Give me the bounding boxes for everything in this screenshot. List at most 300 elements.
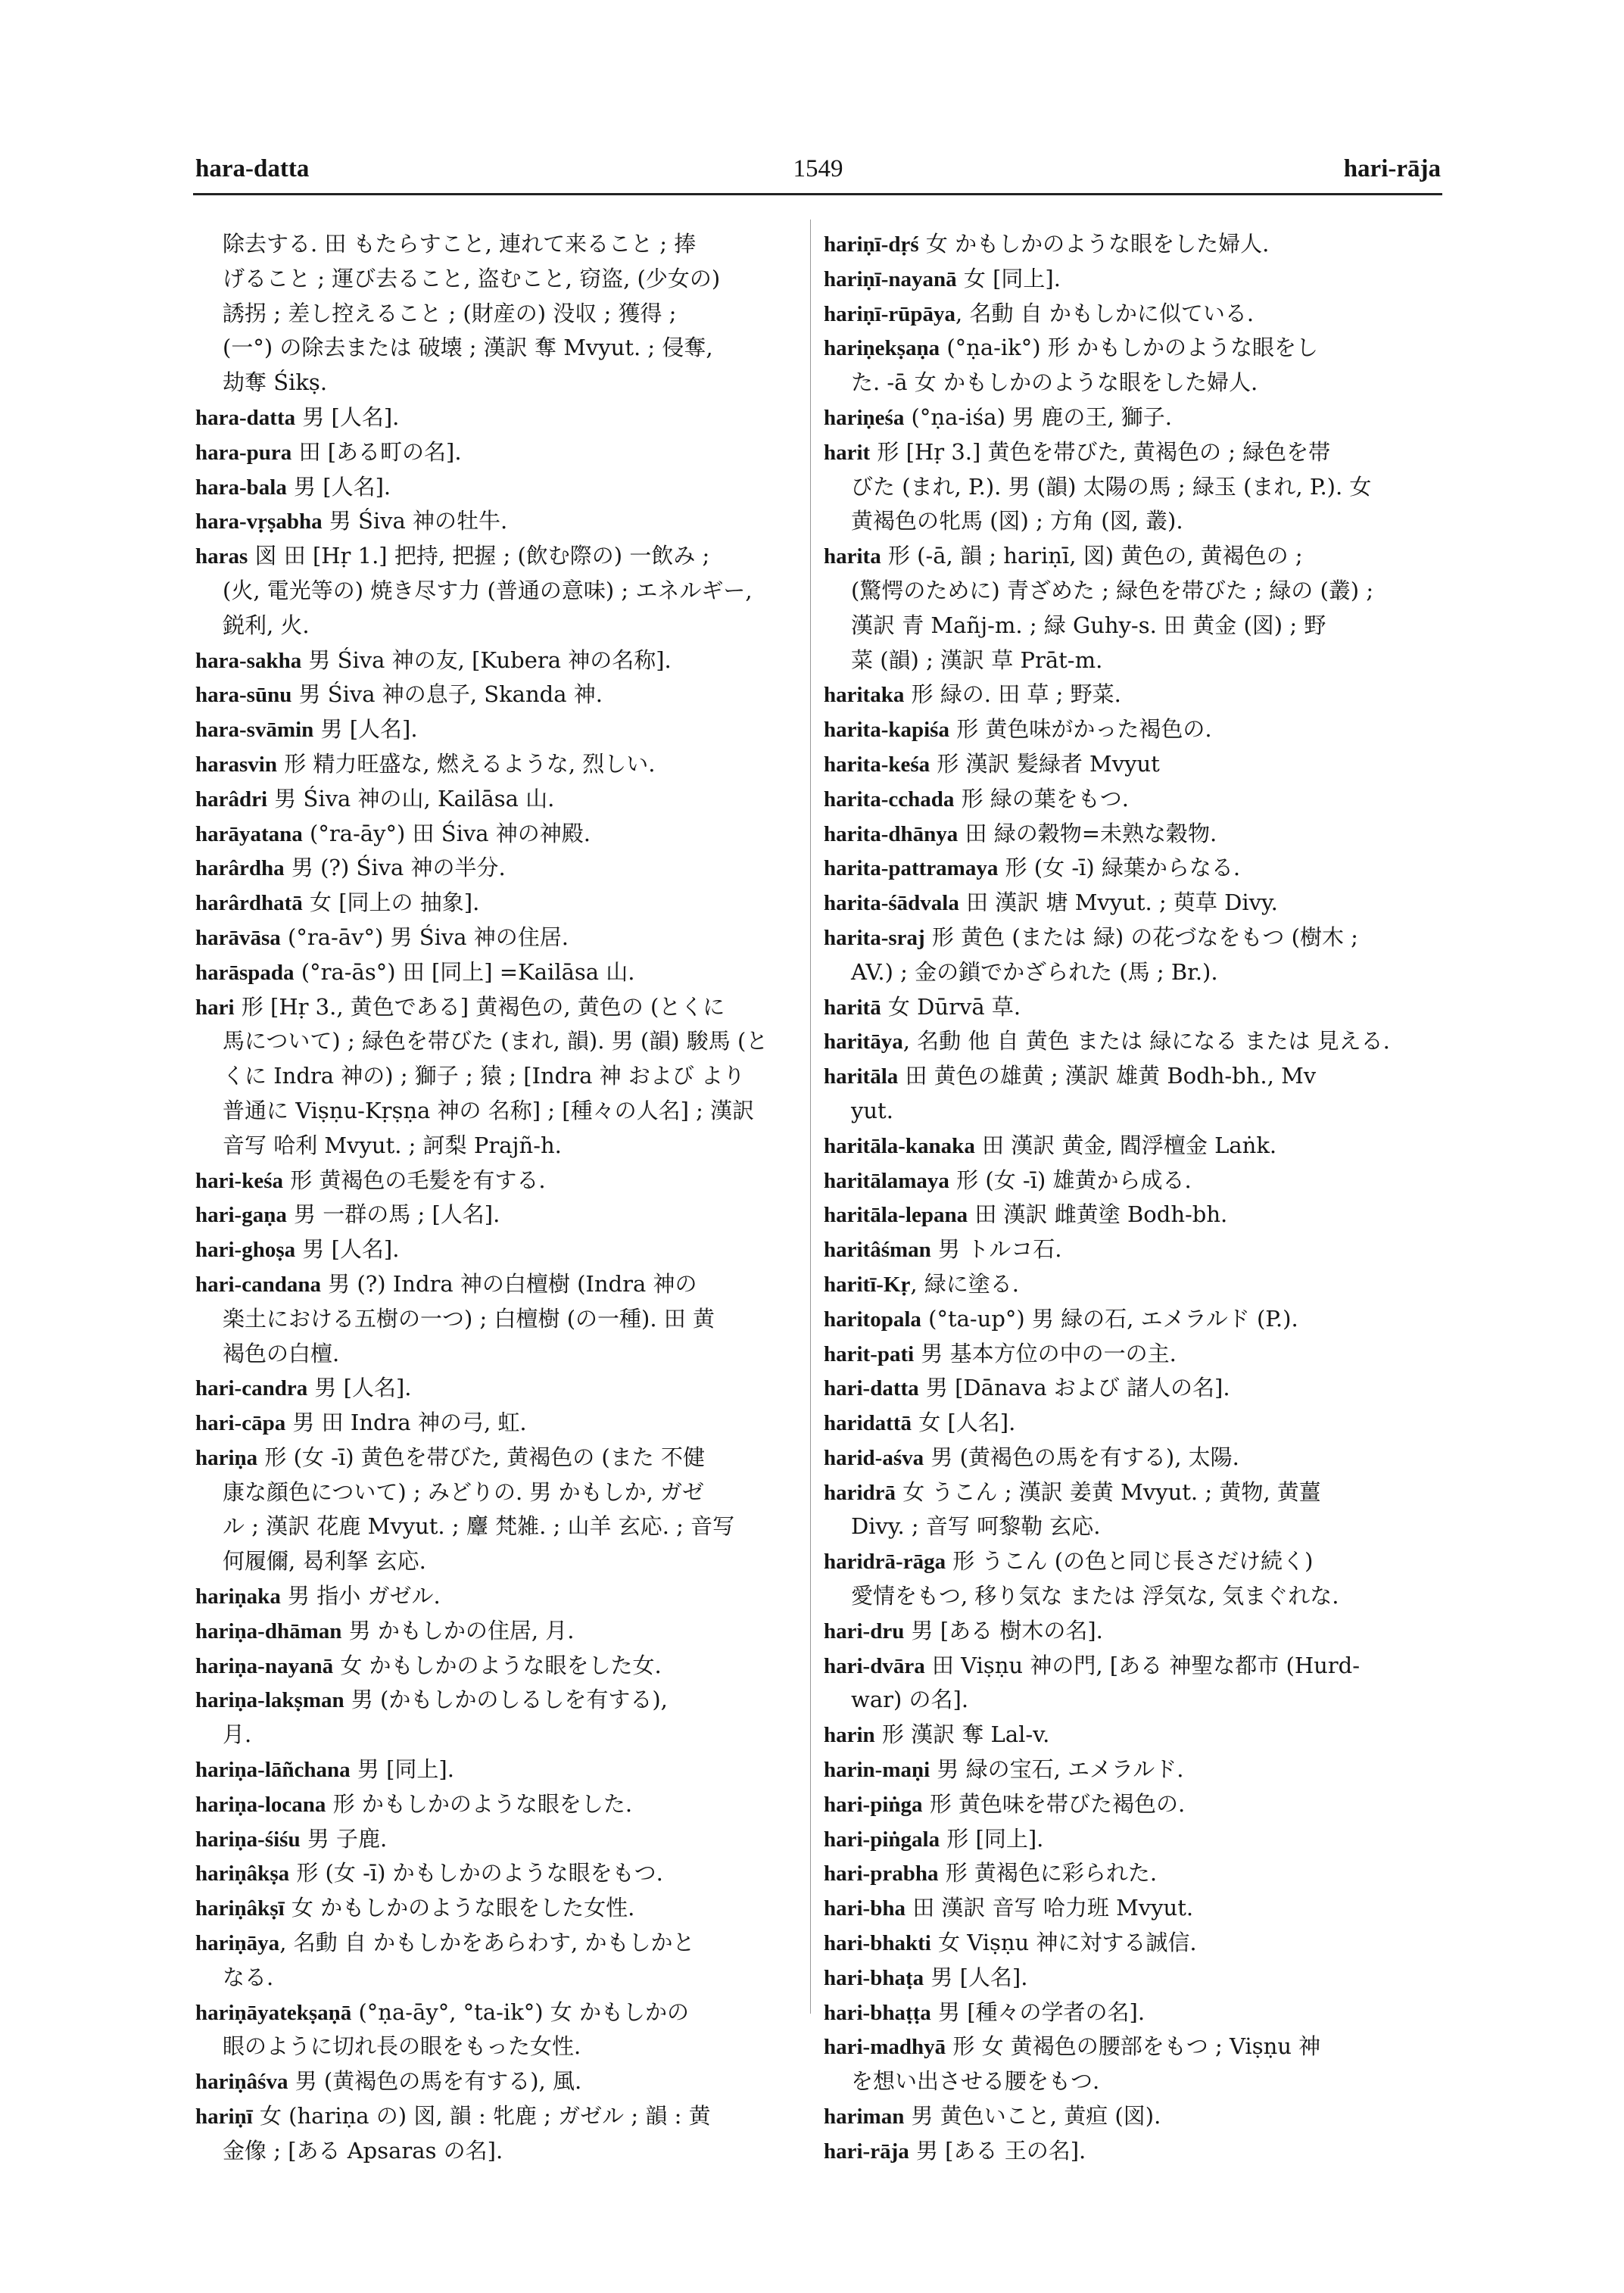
entry-continuation xyxy=(824,1094,1441,1129)
definition-text: 除去する. 田 もたらすこと, 連れて来ること ; 捧 xyxy=(223,231,697,257)
definition-text: 男 Śiva 神の息子, Skanda 神. xyxy=(291,681,603,708)
dictionary-entry xyxy=(824,1961,1441,1995)
definition-text: 男 基本方位の中の一の主. xyxy=(914,1340,1177,1366)
definition-text: 形 女 黄褐色の腰部をもつ ; Viṣṇu 神 xyxy=(946,2033,1321,2060)
headword: hariṇī-nayanā xyxy=(824,266,957,291)
definition-text: 形 緑の. 田 草 ; 野菜. xyxy=(904,681,1121,708)
definition-text: Divy. ; 音写 呵黎勒 玄応. xyxy=(851,1513,1101,1540)
definition-text: (°ṇa-āy°, °ta-ik°) 女 かもしかの xyxy=(351,1999,690,2025)
headword: hari-bha xyxy=(824,1896,906,1921)
definition-text: 男 [ある 樹木の名]. xyxy=(904,1617,1103,1643)
dictionary-entry xyxy=(824,2030,1441,2064)
definition-text: 形 [Hṛ 3., 黄色である] 黄褐色の, 黄色の (とくに xyxy=(234,993,725,1020)
definition-text: 田 漢訳 黄金, 閻浮檀金 Laṅk. xyxy=(974,1132,1277,1158)
definition-text: 形 精力旺盛な, 燃えるような, 烈しい. xyxy=(276,750,656,777)
dictionary-entry xyxy=(824,1891,1441,1926)
headword: hariṇa-śiśu xyxy=(195,1827,301,1852)
dictionary-entry xyxy=(195,990,801,1025)
definition-text: 男 (?) Śiva 神の半分. xyxy=(284,855,506,881)
dictionary-entry xyxy=(824,1129,1441,1164)
definition-text: 男 [人名]. xyxy=(307,1375,412,1401)
definition-text: 誘拐 ; 差し控えること ; (財産の) 没収 ; 獲得 ; xyxy=(223,300,677,326)
definition-text: , 名動 他 自 黄色 または 緑になる または 見える. xyxy=(902,1028,1390,1055)
dictionary-entry xyxy=(195,2064,801,2099)
definition-text: 男 Śiva 神の牡牛. xyxy=(322,508,508,534)
entry-continuation xyxy=(195,1961,801,1995)
dictionary-entry xyxy=(824,1371,1441,1406)
headword: haridrā xyxy=(824,1480,896,1505)
headword: harita-pattramaya xyxy=(824,856,999,881)
definition-text: 漢訳 青 Mañj-m. ; 緑 Guhy-s. 田 黄金 (図) ; 野 xyxy=(851,612,1326,638)
dictionary-entry xyxy=(824,435,1441,470)
dictionary-entry xyxy=(195,1683,801,1718)
definition-text: 菜 (韻) ; 漢訳 草 Prāt-m. xyxy=(851,646,1103,673)
headword: hari-rāja xyxy=(824,2139,909,2164)
headword: hari-bhakti xyxy=(824,1931,931,1956)
headword: hariṇa-lakṣman xyxy=(195,1688,344,1713)
definition-text: 形 黄褐色の毛髪を有する. xyxy=(283,1167,546,1193)
headword: harid-aśva xyxy=(824,1445,924,1470)
headword: hara-vṛṣabha xyxy=(195,509,323,534)
definition-text: 女 Viṣṇu 神に対する誠信. xyxy=(930,1930,1197,1956)
definition-text: , 名動 自 かもしかをあらわす, かもしかと xyxy=(279,1930,695,1956)
headword: harit xyxy=(824,440,871,465)
definition-text: 形 漢訳 髪緑者 Mvyut xyxy=(930,750,1160,777)
definition-text: (°ṇa-iśa) 男 鹿の王, 獅子. xyxy=(904,403,1172,430)
entry-continuation xyxy=(824,1579,1441,1614)
definition-text: げること ; 運び去ること, 盗むこと, 窃盗, (少女の) xyxy=(223,265,721,291)
headword: harita-dhānya xyxy=(824,821,959,846)
definition-text: 男 Śiva 神の山, Kailāsa 山. xyxy=(267,785,555,812)
dictionary-entry xyxy=(824,1024,1441,1059)
definition-text: 月. xyxy=(223,1721,252,1748)
left-column xyxy=(195,227,801,2169)
header-rule xyxy=(193,193,1442,195)
definition-text: 形 漢訳 奪 Lal-v. xyxy=(874,1721,1050,1748)
definition-text: 男 緑の宝石, エメラルド. xyxy=(930,1756,1184,1783)
dictionary-entry xyxy=(824,539,1441,574)
dictionary-entry xyxy=(195,921,801,955)
headword: harârdha xyxy=(195,856,285,881)
dictionary-entry xyxy=(195,1164,801,1198)
dictionary-entry xyxy=(824,1787,1441,1822)
definition-text: 形 (女 -ī) かもしかのような眼をもつ. xyxy=(289,1860,663,1886)
entry-continuation xyxy=(195,2134,801,2169)
dictionary-entry xyxy=(195,817,801,852)
headword: harit-pati xyxy=(824,1341,915,1366)
headword: haritopala xyxy=(824,1307,921,1332)
definition-text: 形 [同上]. xyxy=(940,1825,1044,1852)
dictionary-entry xyxy=(195,1649,801,1684)
definition-text: た. -ā 女 かもしかのような眼をした婦人. xyxy=(851,369,1258,396)
headword: haritālamaya xyxy=(824,1168,949,1193)
definition-text: 鋭利, 火. xyxy=(223,612,310,638)
dictionary-entry xyxy=(195,851,801,886)
headword: hariṇekṣaṇa xyxy=(824,336,940,361)
dictionary-entry xyxy=(824,297,1441,332)
definition-text: 男 田 Indra 神の弓, 虹. xyxy=(285,1410,527,1436)
dictionary-entry xyxy=(824,747,1441,782)
dictionary-entry xyxy=(195,1441,801,1475)
dictionary-entry xyxy=(824,1822,1441,1857)
dictionary-entry xyxy=(195,1406,801,1441)
definition-text: (°ṇa-ik°) 形 かもしかのような眼をし xyxy=(940,335,1319,361)
headword: hara-sūnu xyxy=(195,683,292,708)
dictionary-entry xyxy=(195,886,801,921)
definition-text: 女 Dūrvā 草. xyxy=(881,993,1021,1020)
entry-continuation xyxy=(824,504,1441,539)
definition-text: 男 [ある 王の名]. xyxy=(909,2137,1086,2164)
definition-text: 女 [人名]. xyxy=(912,1410,1016,1436)
headword: haras xyxy=(195,544,248,569)
dictionary-entry xyxy=(824,1406,1441,1441)
dictionary-entry xyxy=(195,1856,801,1891)
headword: harasvin xyxy=(195,752,277,777)
headword: haridattā xyxy=(824,1411,912,1436)
entry-continuation xyxy=(195,331,801,366)
dictionary-entry xyxy=(195,955,801,990)
dictionary-entry xyxy=(824,262,1441,297)
entry-continuation xyxy=(195,1059,801,1094)
definition-text: 男 [人名]. xyxy=(286,473,391,500)
entry-continuation xyxy=(195,1094,801,1129)
dictionary-entry xyxy=(824,1995,1441,2030)
headword: hara-svāmin xyxy=(195,718,314,743)
headword: harârdhatā xyxy=(195,891,303,916)
definition-text: 男 一群の馬 ; [人名]. xyxy=(286,1201,500,1228)
definition-text: 男 (?) Indra 神の白檀樹 (Indra 神の xyxy=(320,1270,697,1297)
dictionary-entry xyxy=(824,227,1441,262)
definition-text: 眼のように切れ長の眼をもった女性. xyxy=(223,2033,581,2060)
definition-text: 男 (かもしかのしるしを有する), xyxy=(344,1687,668,1713)
dictionary-entry xyxy=(824,1475,1441,1510)
dictionary-entry xyxy=(824,1649,1441,1684)
definition-text: 金像 ; [ある Apsaras の名]. xyxy=(223,2137,503,2164)
definition-text: 男 (黄褐色の馬を有する), 風. xyxy=(288,2068,582,2095)
definition-text: 男 [人名]. xyxy=(295,1236,400,1263)
headword: hariṇa xyxy=(195,1445,258,1470)
definition-text: 男 子鹿. xyxy=(300,1825,388,1852)
headword: hari-bhaṭṭa xyxy=(824,2000,931,2025)
entry-continuation xyxy=(195,1337,801,1372)
dictionary-entry xyxy=(195,1579,801,1614)
definition-text: 田 漢訳 塘 Mvyut. ; 萸草 Divy. xyxy=(959,889,1278,916)
definition-text: 女 [同上]. xyxy=(956,265,1061,291)
definition-text: 女 (hariṇa の) 図, 韻 : 牝鹿 ; ガゼル ; 韻 : 黄 xyxy=(252,2103,711,2129)
definition-text: (°ra-ās°) 田 [同上] =Kailāsa 山. xyxy=(294,958,635,985)
entry-continuation xyxy=(195,1718,801,1752)
entry-continuation xyxy=(824,955,1441,990)
definition-text: 男 かもしかの住居, 月. xyxy=(341,1617,575,1643)
definition-text: 男 Śiva 神の友, [Kubera 神の名称]. xyxy=(301,646,672,673)
entry-continuation xyxy=(824,1509,1441,1544)
entry-continuation xyxy=(195,609,801,643)
definition-text: 黄褐色の牝馬 (図) ; 方角 (図, 叢). xyxy=(851,508,1183,534)
dictionary-entry xyxy=(195,2099,801,2134)
headword: hariṇa-nayanā xyxy=(195,1653,334,1678)
definition-text: 康な顔色について) ; みどりの. 男 かもしか, ガゼ xyxy=(223,1478,705,1505)
definition-text: 形 (女 -ī) 雄黄から成る. xyxy=(949,1167,1192,1193)
definition-text: 馬について) ; 緑色を帯びた (まれ, 韻). 男 (韻) 駿馬 (と xyxy=(223,1028,768,1055)
definition-text: 田 漢訳 雌黄塗 Bodh-bh. xyxy=(968,1201,1228,1228)
dictionary-entry xyxy=(824,1856,1441,1891)
headword: hariṇaka xyxy=(195,1584,281,1609)
dictionary-entry xyxy=(195,678,801,712)
dictionary-entry xyxy=(824,817,1441,852)
definition-text: (°ra-āv°) 男 Śiva 神の住居. xyxy=(280,924,569,950)
definition-text: 何履儞, 曷利拏 玄応. xyxy=(223,1548,426,1575)
definition-text: , 緑に塗る. xyxy=(910,1270,1020,1297)
dictionary-entry xyxy=(824,331,1441,366)
headword: haritā xyxy=(824,995,881,1020)
dictionary-entry xyxy=(195,747,801,782)
page-header xyxy=(195,155,1441,192)
definition-text: 劫奪 Śikṣ. xyxy=(223,369,328,396)
headword: hariṇī xyxy=(195,2105,253,2129)
definition-text: 男 黄色いこと, 黄疸 (図). xyxy=(904,2103,1161,2129)
headword: harâdri xyxy=(195,787,268,812)
definition-text: yut. xyxy=(851,1097,893,1123)
dictionary-entry xyxy=(824,1302,1441,1337)
entry-continuation xyxy=(195,1475,801,1510)
definition-text: 男 [人名]. xyxy=(924,1964,1028,1990)
dictionary-entry xyxy=(824,1059,1441,1094)
right-column xyxy=(824,227,1441,2169)
headword: hariṇâśva xyxy=(195,2070,288,2095)
dictionary-entry xyxy=(824,1926,1441,1961)
headword: hariṇa-lāñchana xyxy=(195,1758,351,1783)
definition-text: 女 [同上の 抽象]. xyxy=(302,889,480,916)
definition-text: (一°) の除去または 破壊 ; 漢訳 奪 Mvyut. ; 侵奪, xyxy=(223,335,713,361)
entry-continuation xyxy=(195,2030,801,2064)
entry-continuation xyxy=(824,643,1441,678)
headword: harāspada xyxy=(195,960,295,985)
headword: haritī-Kṛ xyxy=(824,1272,911,1297)
headword: hari-datta xyxy=(824,1376,919,1401)
headword: hari-candana xyxy=(195,1272,321,1297)
dictionary-entry xyxy=(824,1267,1441,1302)
definition-text: 男 指小 ガゼル. xyxy=(280,1583,441,1609)
headword: harita-kapiśa xyxy=(824,718,949,743)
definition-text: 普通に Viṣṇu-Kṛṣṇa 神の 名称] ; [種々の人名] ; 漢訳 xyxy=(223,1097,755,1123)
headword: hara-datta xyxy=(195,405,296,430)
definition-text: 女 かもしかのような眼をした女. xyxy=(333,1652,662,1678)
definition-text: 男 [人名]. xyxy=(313,716,418,743)
headword: haritāla xyxy=(824,1064,899,1089)
dictionary-entry xyxy=(824,1164,1441,1198)
headword: hariṇāya xyxy=(195,1931,280,1956)
dictionary-entry xyxy=(195,1822,801,1857)
dictionary-entry xyxy=(195,643,801,678)
dictionary-entry xyxy=(824,678,1441,712)
dictionary-entry xyxy=(824,2099,1441,2134)
headword: haritāya xyxy=(824,1030,903,1055)
definition-text: なる. xyxy=(223,1964,274,1990)
headword: hari-candra xyxy=(195,1376,308,1401)
headword: hari-madhyā xyxy=(824,2035,946,2060)
headword: hari-prabha xyxy=(824,1862,939,1886)
entry-continuation xyxy=(824,470,1441,505)
definition-text: 男 [同上]. xyxy=(350,1756,454,1783)
headword: hari-dvāra xyxy=(824,1653,925,1678)
headword: hara-sakha xyxy=(195,648,302,673)
dictionary-entry xyxy=(195,1614,801,1649)
headword: hari-dru xyxy=(824,1618,905,1643)
definition-text: びた (まれ, P.). 男 (韻) 太陽の馬 ; 緑玉 (まれ, P.). 女 xyxy=(851,473,1372,500)
dictionary-entry xyxy=(824,1337,1441,1372)
dictionary-entry xyxy=(824,1752,1441,1787)
headword: harita-śādvala xyxy=(824,891,959,916)
headword: harāyatana xyxy=(195,821,303,846)
dictionary-entry xyxy=(195,1891,801,1926)
definition-text: 男 [種々の学者の名]. xyxy=(930,1999,1146,2025)
dictionary-entry xyxy=(195,400,801,435)
dictionary-entry xyxy=(195,435,801,470)
dictionary-entry xyxy=(824,990,1441,1025)
headword: hara-pura xyxy=(195,440,292,465)
dictionary-entry xyxy=(824,1614,1441,1649)
headword: hari-ghoṣa xyxy=(195,1238,296,1263)
headword: harin-maṇi xyxy=(824,1758,930,1783)
page-number: 1549 xyxy=(793,155,843,182)
definition-text: 形 [Hṛ 3.] 黄色を帯びた, 黄褐色の ; 緑色を帯 xyxy=(870,438,1331,465)
headword: hari-bhaṭa xyxy=(824,1965,924,1990)
definition-text: 女 かもしかのような眼をした女性. xyxy=(284,1895,635,1921)
definition-text: を想い出させる腰をもつ. xyxy=(851,2068,1100,2095)
entry-continuation xyxy=(195,1302,801,1337)
entry-continuation xyxy=(824,1683,1441,1718)
headword: hari-piṅgala xyxy=(824,1827,940,1852)
definition-text: 愛情をもつ, 移り気な または 浮気な, 気まぐれな. xyxy=(851,1583,1339,1609)
headword: haritāla-kanaka xyxy=(824,1133,975,1158)
dictionary-entry xyxy=(824,1441,1441,1475)
dictionary-entry xyxy=(195,782,801,817)
headword: hara-bala xyxy=(195,475,287,500)
entry-continuation xyxy=(195,1129,801,1164)
entry-continuation xyxy=(195,1024,801,1059)
headword: hariṇī-rūpāya xyxy=(824,301,956,326)
definition-text: 田 漢訳 音写 哈力班 Mvyut. xyxy=(905,1895,1194,1921)
definition-text: 形 (-ā, 韻 ; hariṇī, 図) 黄色の, 黄褐色の ; xyxy=(881,543,1303,569)
column-divider xyxy=(810,220,811,2014)
dictionary-entry xyxy=(195,1198,801,1232)
dictionary-entry xyxy=(824,400,1441,435)
dictionary-entry xyxy=(195,1787,801,1822)
dictionary-entry xyxy=(195,712,801,747)
left-guide-word: hara-datta xyxy=(195,155,310,182)
entry-continuation xyxy=(824,609,1441,643)
headword: hari xyxy=(195,995,235,1020)
definition-text: war) の名]. xyxy=(851,1687,969,1713)
definition-text: 女 うこん ; 漢訳 姜黄 Mvyut. ; 黄物, 黄薑 xyxy=(896,1478,1321,1505)
entry-continuation xyxy=(195,297,801,332)
headword: harin xyxy=(824,1723,875,1748)
definition-text: (火, 電光等の) 焼き尽す力 (普通の意味) ; エネルギー, xyxy=(223,577,753,603)
definition-text: 音写 哈利 Mvyut. ; 訶梨 Prajñ-h. xyxy=(223,1132,562,1158)
dictionary-entry xyxy=(824,782,1441,817)
definition-text: 男 [Dānava および 諸人の名]. xyxy=(918,1375,1230,1401)
definition-text: くに Indra 神の) ; 獅子 ; 猿 ; [Indra 神 および より xyxy=(223,1063,746,1089)
dictionary-entry xyxy=(195,539,801,574)
definition-text: 男 (黄褐色の馬を有する), 太陽. xyxy=(924,1444,1239,1470)
definition-text: 男 トルコ石. xyxy=(930,1236,1062,1263)
headword: haritāla-lepana xyxy=(824,1203,968,1228)
definition-text: , 名動 自 かもしかに似ている. xyxy=(955,300,1255,326)
definition-text: 褐色の白檀. xyxy=(223,1340,340,1366)
definition-text: 形 (女 -ī) 緑葉からなる. xyxy=(998,855,1241,881)
definition-text: 形 黄色 (または 緑) の花づなをもつ (樹木 ; xyxy=(924,924,1358,950)
dictionary-entry xyxy=(195,1752,801,1787)
definition-text: 形 (女 -ī) 黄色を帯びた, 黄褐色の (また 不健 xyxy=(257,1444,705,1470)
dictionary-entry xyxy=(195,1926,801,1961)
headword: hari-keśa xyxy=(195,1168,283,1193)
headword: harita-keśa xyxy=(824,752,930,777)
definition-text: 田 Viṣṇu 神の門, [ある 神聖な都市 (Hurd- xyxy=(924,1652,1361,1678)
dictionary-entry xyxy=(824,1718,1441,1752)
definition-text: 田 黄色の雄黄 ; 漢訳 雄黄 Bodh-bh., Mv xyxy=(898,1063,1317,1089)
headword: hari-piṅga xyxy=(824,1792,923,1817)
entry-continuation xyxy=(195,262,801,297)
headword: hariṇeśa xyxy=(824,405,905,430)
definition-text: 形 黄色味がかった褐色の. xyxy=(949,716,1212,743)
definition-text: 女 かもしかのような眼をした婦人. xyxy=(918,231,1270,257)
dictionary-entry xyxy=(824,2134,1441,2169)
headword: haritâśman xyxy=(824,1238,931,1263)
headword: harāvāsa xyxy=(195,925,281,950)
headword: haridrā-rāga xyxy=(824,1550,946,1575)
dictionary-entry xyxy=(195,470,801,505)
definition-text: AV.) ; 金の鎖でかざられた (馬 ; Br.). xyxy=(851,958,1218,985)
entry-continuation xyxy=(195,1544,801,1579)
headword: harita-cchada xyxy=(824,787,955,812)
dictionary-entry xyxy=(195,1371,801,1406)
headword: hariṇa-dhāman xyxy=(195,1618,342,1643)
definition-text: (°ta-up°) 男 緑の石, エメラルド (P.). xyxy=(921,1305,1298,1332)
definition-text: 男 [人名]. xyxy=(295,403,400,430)
dictionary-entry xyxy=(824,1198,1441,1232)
headword: hariṇī-dṛś xyxy=(824,232,919,257)
headword: harita-sraj xyxy=(824,925,925,950)
headword: hariman xyxy=(824,2105,905,2129)
entry-continuation xyxy=(195,366,801,400)
definition-text: 図 田 [Hṛ 1.] 把持, 把握 ; (飲む際の) 一飲み ; xyxy=(248,543,710,569)
entry-continuation xyxy=(195,227,801,262)
entry-continuation xyxy=(824,366,1441,400)
dictionary-entry xyxy=(195,1995,801,2030)
dictionary-entry xyxy=(824,921,1441,955)
definition-text: 楽土における五樹の一つ) ; 白檀樹 (の一種). 田 黄 xyxy=(223,1305,715,1332)
headword: hariṇa-locana xyxy=(195,1792,326,1817)
headword: hariṇâkṣa xyxy=(195,1862,290,1886)
definition-text: 形 黄色味を帯びた褐色の. xyxy=(922,1790,1186,1817)
entry-continuation xyxy=(824,574,1441,609)
dictionary-entry xyxy=(195,504,801,539)
right-guide-word: hari-rāja xyxy=(1343,155,1441,182)
headword: hariṇâkṣī xyxy=(195,1896,285,1921)
entry-continuation xyxy=(824,2064,1441,2099)
dictionary-entry xyxy=(824,851,1441,886)
entry-continuation xyxy=(195,574,801,609)
dictionary-entry xyxy=(824,1232,1441,1267)
definition-text: (°ra-āy°) 田 Śiva 神の神殿. xyxy=(302,820,591,846)
definition-text: 形 かもしかのような眼をした. xyxy=(326,1790,633,1817)
definition-text: ル ; 漢訳 花鹿 Mvyut. ; 麞 梵雑. ; 山羊 玄応. ; 音写 xyxy=(223,1513,735,1540)
dictionary-entry xyxy=(824,886,1441,921)
dictionary-entry xyxy=(824,712,1441,747)
definition-text: 田 [ある町の名]. xyxy=(291,438,462,465)
headword: harita xyxy=(824,544,881,569)
definition-text: 田 緑の穀物=未熟な穀物. xyxy=(958,820,1217,846)
